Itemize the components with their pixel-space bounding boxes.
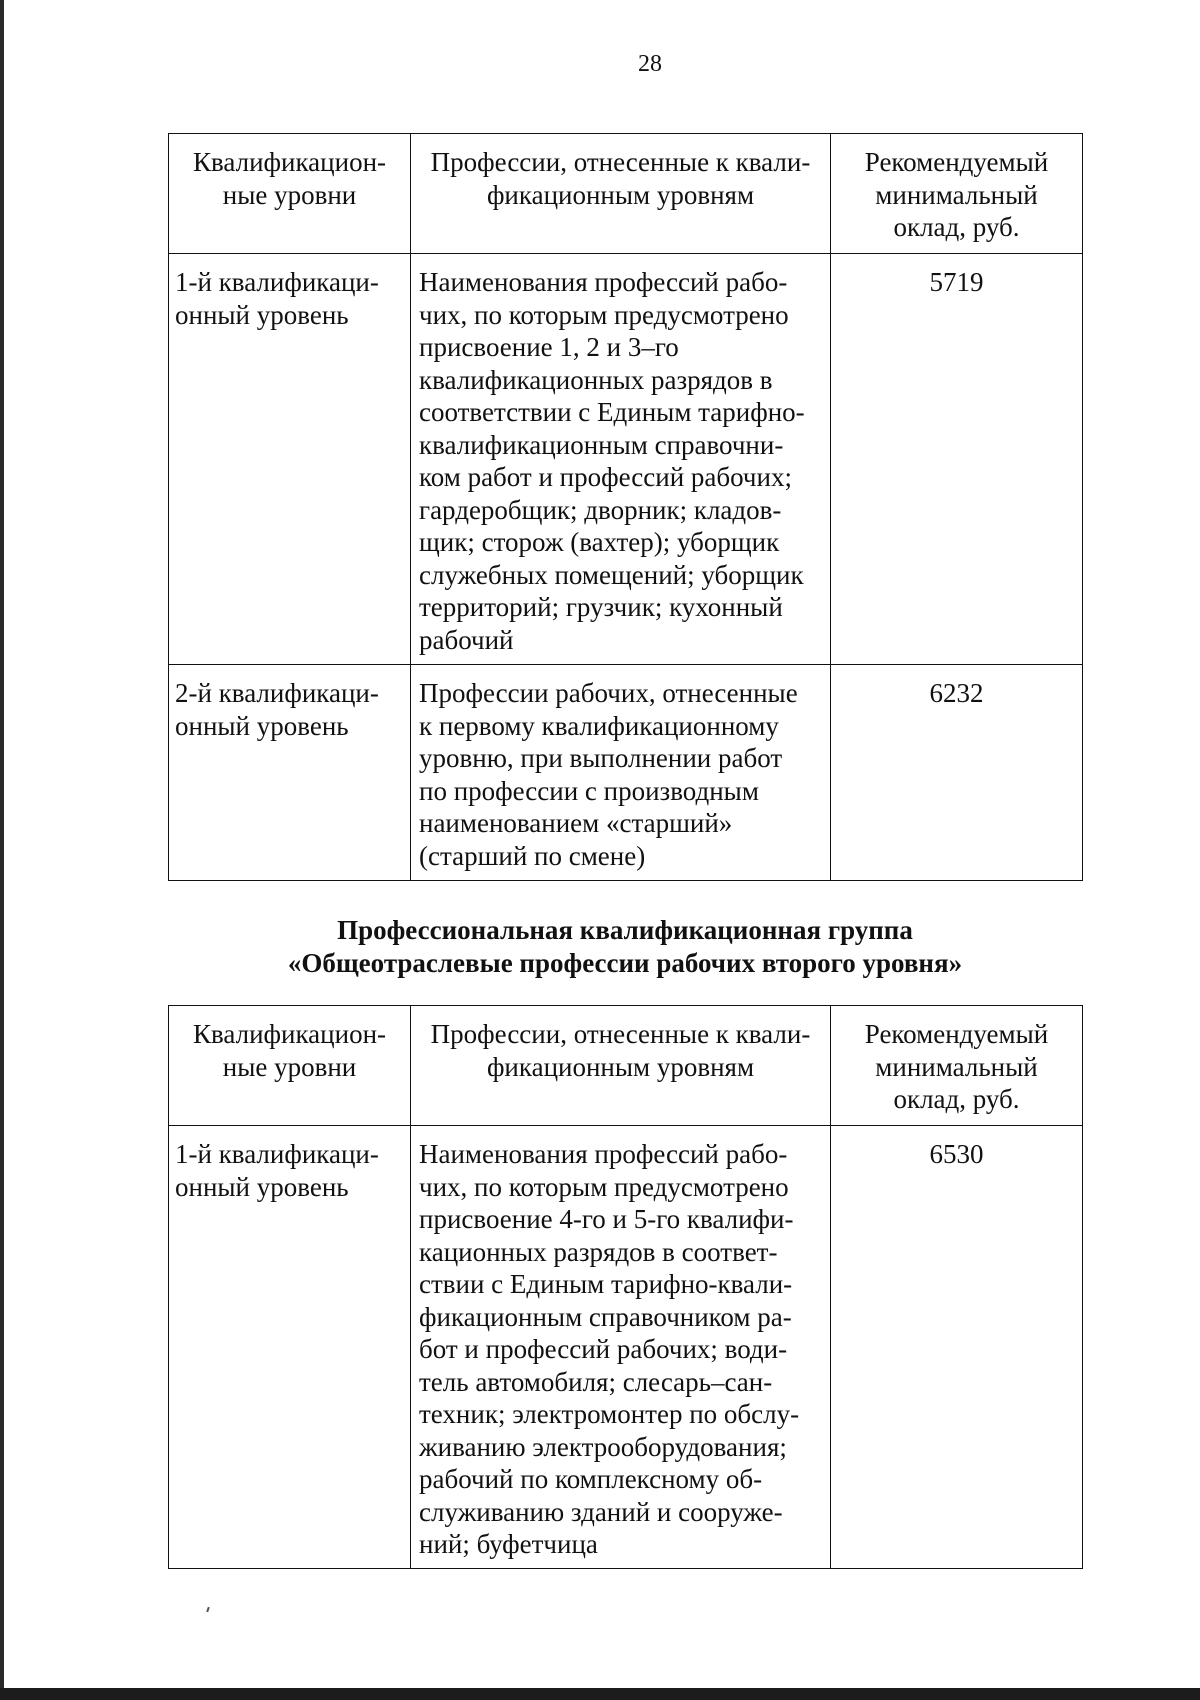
scan-speck xyxy=(206,1607,210,1612)
professions-cell xyxy=(411,254,831,665)
salary-cell: 6530 xyxy=(831,1126,1083,1569)
desc-line: щик; сторож (вахтер); уборщик xyxy=(419,527,780,557)
desc-line: техник; электромонтер по обслу- xyxy=(419,1399,800,1429)
header-line: фикационным уровням xyxy=(486,1051,755,1082)
desc-line: фикационным справочником ра- xyxy=(419,1301,792,1332)
salary-cell: 5719 xyxy=(831,254,1083,665)
table-row xyxy=(169,1126,1083,1569)
desc-line: к первому квалификационному xyxy=(419,710,779,741)
header-qualification-levels xyxy=(169,134,411,254)
qualification-table-2 xyxy=(168,1005,1083,1569)
qualification-table-1 xyxy=(168,133,1083,881)
header-line: Профессии, отнесенные к квали- xyxy=(430,147,811,177)
header-line: Профессии, отнесенные к квали- xyxy=(430,1019,811,1049)
desc-line: ком работ и профессий рабочих; xyxy=(419,462,792,492)
desc-line: ний; буфетчица xyxy=(419,1529,598,1559)
header-line: оклад, руб. xyxy=(893,212,1020,242)
scan-edge-bottom xyxy=(0,1688,1200,1700)
header-recommended-salary xyxy=(831,1006,1083,1126)
desc-line: чих, по которым предусмотрено xyxy=(419,1171,789,1202)
table-row xyxy=(169,665,1083,881)
level-line: онный уровень xyxy=(175,1171,349,1202)
header-line: Квалификацион- xyxy=(192,147,387,177)
desc-line: ствии с Единым тарифно-квали- xyxy=(419,1269,793,1299)
table-row xyxy=(169,254,1083,665)
qualification-level-cell xyxy=(169,254,411,665)
level-line: онный уровень xyxy=(175,710,349,741)
desc-line: рабочий по комплексному об- xyxy=(419,1464,763,1494)
header-line: оклад, руб. xyxy=(893,1084,1020,1114)
table-header-row xyxy=(169,1006,1083,1126)
header-line: Рекомендуемый xyxy=(864,1019,1049,1049)
header-line: минимальный xyxy=(875,1051,1038,1082)
section-heading xyxy=(168,914,1082,979)
desc-line: гардеробщик; дворник; кладов- xyxy=(419,494,782,525)
desc-line: служебных помещений; уборщик xyxy=(419,559,804,590)
page-number: 28 xyxy=(638,51,662,77)
header-qualification-levels xyxy=(169,1006,411,1126)
level-line: 2-й квалификаци- xyxy=(175,678,379,708)
header-recommended-salary xyxy=(831,134,1083,254)
header-professions xyxy=(411,134,831,254)
desc-line: квалификационных разрядов в xyxy=(419,364,773,395)
header-line: ные уровни xyxy=(222,179,357,210)
qualification-level-cell xyxy=(169,665,411,881)
desc-line: чих, по которым предусмотрено xyxy=(419,299,789,330)
professions-cell xyxy=(411,665,831,881)
professions-cell xyxy=(411,1126,831,1569)
desc-line: служиванию зданий и сооруже- xyxy=(419,1496,783,1527)
desc-line: территорий; грузчик; кухонный xyxy=(419,592,783,622)
desc-line: Наименования профессий рабо- xyxy=(419,1139,788,1169)
desc-line: соответствии с Единым тарифно- xyxy=(419,397,805,427)
level-line: 1-й квалификаци- xyxy=(175,267,379,297)
desc-line: присвоение 1, 2 и 3–го xyxy=(419,332,679,362)
section-heading-line: Профессиональная квалификационная группа xyxy=(337,915,913,945)
desc-line: Наименования профессий рабо- xyxy=(419,267,788,297)
table-header-row xyxy=(169,134,1083,254)
header-line: минимальный xyxy=(875,179,1038,210)
desc-line: рабочий xyxy=(419,624,514,655)
desc-line: квалификационным справочни- xyxy=(419,429,784,460)
desc-line: кационных разрядов в соответ- xyxy=(419,1236,778,1267)
desc-line: (старший по смене) xyxy=(419,840,646,871)
header-line: Рекомендуемый xyxy=(864,147,1049,177)
desc-line: присвоение 4-го и 5-го квалифи- xyxy=(419,1204,794,1234)
header-line: ные уровни xyxy=(222,1051,357,1082)
desc-line: по профессии с производным xyxy=(419,775,759,806)
desc-line: Профессии рабочих, отнесенные xyxy=(419,678,798,708)
salary-cell: 6232 xyxy=(831,665,1083,881)
header-line: Квалификацион- xyxy=(192,1019,387,1049)
level-line: 1-й квалификаци- xyxy=(175,1139,379,1169)
desc-line: уровню, при выполнении работ xyxy=(419,743,783,773)
header-line: фикационным уровням xyxy=(486,179,755,210)
section-heading-line: «Общеотраслевые профессии рабочих второго уровня» xyxy=(287,947,963,978)
scan-edge-left xyxy=(0,0,4,1700)
desc-line: наименованием «старший» xyxy=(419,808,733,838)
header-professions xyxy=(411,1006,831,1126)
desc-line: тель автомобиля; слесарь–сан- xyxy=(419,1366,773,1397)
level-line: онный уровень xyxy=(175,299,349,330)
qualification-level-cell xyxy=(169,1126,411,1569)
desc-line: бот и профессий рабочих; води- xyxy=(419,1334,788,1364)
desc-line: живанию электрооборудования; xyxy=(419,1431,787,1462)
